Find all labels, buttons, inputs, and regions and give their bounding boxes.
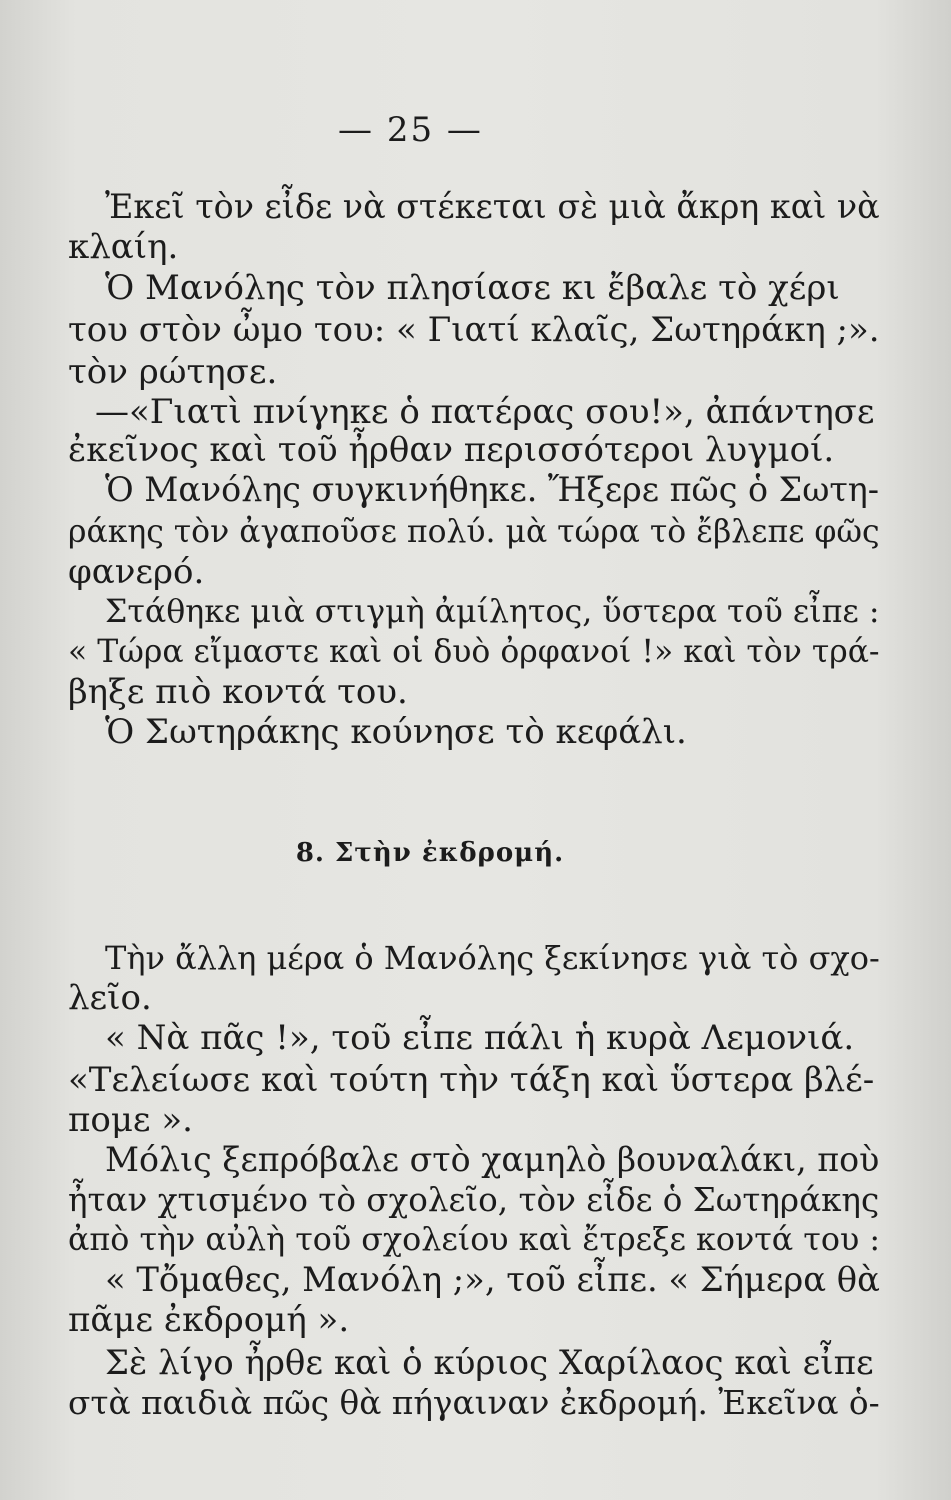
text-line: του στὸν ὦμο του: « Γιατί κλαῖς, Σωτηράκη ;». [68, 310, 880, 350]
text-line: —«Γιατὶ πνίγηκε ὁ πατέρας σου!», ἀπάντησε [95, 392, 875, 432]
text-line: πομε ». [68, 1100, 193, 1140]
text-line: κλαίη. [68, 227, 179, 267]
text-line: Σὲ λίγο ἦρθε καὶ ὁ κύριος Χαρίλαος καὶ εἶπε [105, 1343, 874, 1383]
text-line: « Τώρα εἴμαστε καὶ οἱ δυὸ ὀρφανοί !» καὶ τὸν τρά- [68, 634, 880, 670]
text-line: ἀπὸ τὴν αὐλὴ τοῦ σχολείου καὶ ἔτρεξε κοντά του : [68, 1222, 881, 1258]
text-line: Ὁ Σωτηράκης κούνησε τὸ κεφάλι. [105, 712, 687, 752]
page-number: — 25 — [338, 110, 483, 150]
text-line: στὰ παιδιὰ πῶς θὰ πήγαιναν ἐκδρομή. Ἐκεῖνα ὁ- [68, 1384, 880, 1422]
text-line: πᾶμε ἐκδρομή ». [68, 1300, 350, 1340]
text-line: λεῖο. [68, 978, 152, 1018]
text-line: Ὁ Μανόλης τὸν πλησίασε κι ἔβαλε τὸ χέρι [105, 268, 840, 308]
text-line: ἐκεῖνος καὶ τοῦ ἦρθαν περισσότεροι λυγμοί. [68, 430, 835, 470]
section-heading: 8. Στὴν ἐκδρομή. [295, 838, 565, 868]
text-line: βηξε πιὸ κοντά του. [68, 672, 408, 712]
text-line: Μόλις ξεπρόβαλε στὸ χαμηλὸ βουναλάκι, ποὺ [105, 1140, 880, 1179]
text-line: Στάθηκε μιὰ στιγμὴ ἀμίλητος, ὕστερα τοῦ εἶπε : [105, 594, 880, 630]
text-line: « Νὰ πᾶς !», τοῦ εἶπε πάλι ἡ κυρὰ Λεμονιά. [105, 1018, 855, 1058]
text-line: Τὴν ἄλλη μέρα ὁ Μανόλης ξεκίνησε γιὰ τὸ σχο- [105, 939, 880, 977]
text-line: τὸν ρώτησε. [68, 352, 278, 392]
text-line: «Τελείωσε καὶ τούτη τὴν τάξη καὶ ὕστερα βλέ- [68, 1060, 875, 1100]
text-line: Ἐκεῖ τὸν εἶδε νὰ στέκεται σὲ μιὰ ἄκρη καὶ νὰ [105, 187, 880, 226]
text-line: Ὁ Μανόλης συγκινήθηκε. Ἤξερε πῶς ὁ Σωτη- [105, 470, 880, 509]
text-line: « Τὄμαθες, Μανόλη ;», τοῦ εἶπε. « Σήμερα θὰ [105, 1260, 880, 1299]
text-line: ἦταν χτισμένο τὸ σχολεῖο, τὸν εἶδε ὁ Σωτηράκης [68, 1181, 880, 1219]
text-line: ράκης τὸν ἀγαποῦσε πολύ. μὰ τώρα τὸ ἔβλεπε φῶς [68, 514, 880, 550]
text-line: φανερό. [68, 552, 205, 592]
